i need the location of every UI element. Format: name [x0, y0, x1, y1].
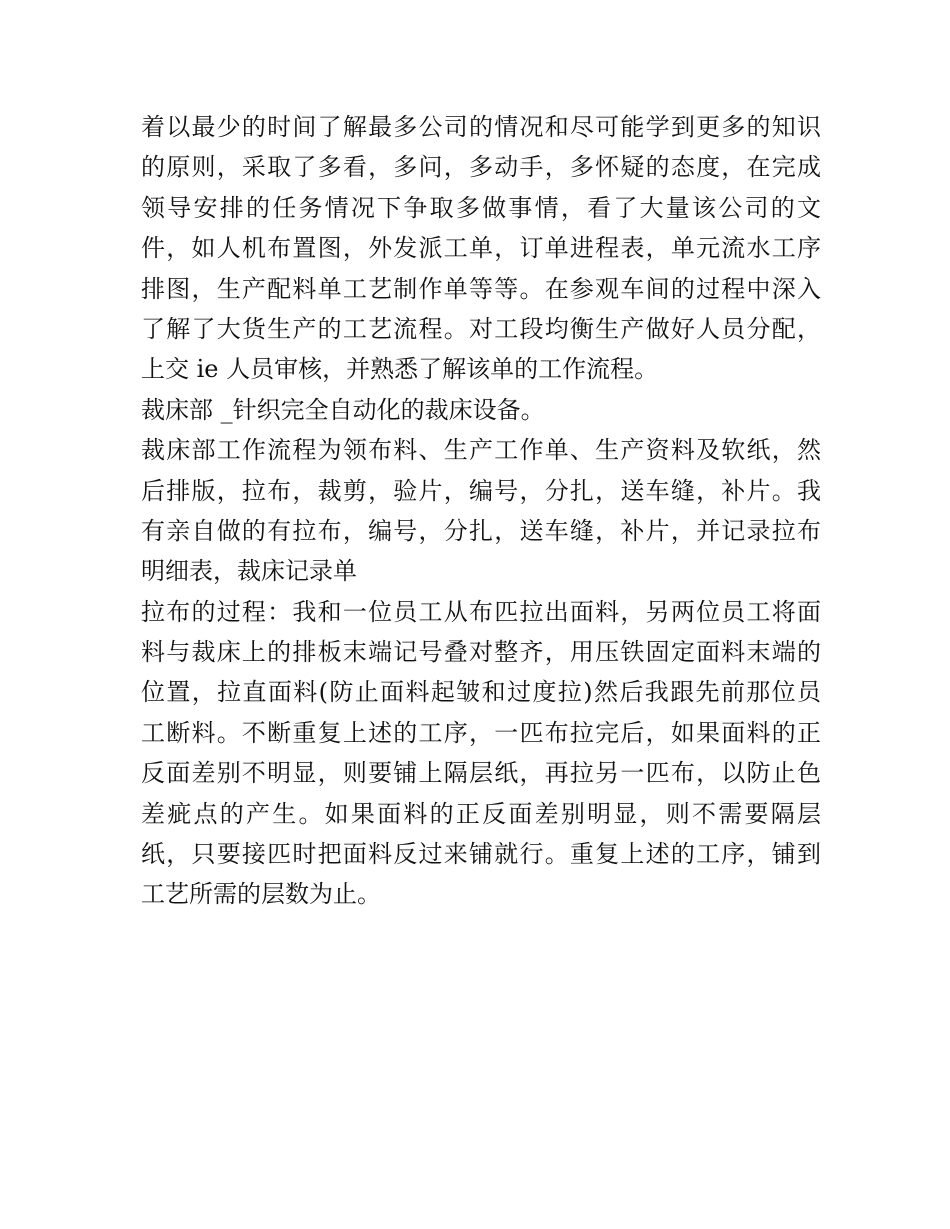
text-line: 工艺所需的层数为止。 — [141, 880, 381, 909]
text-line: 反面差别不明显，则要铺上隔层纸，再拉另一匹布，以防止色 — [141, 759, 821, 788]
text-line: 的原则，采取了多看，多问，多动手，多怀疑的态度，在完成 — [141, 153, 821, 182]
text-line: 着以最少的时间了解最多公司的情况和尽可能学到更多的知识 — [141, 113, 821, 141]
body-text — [141, 107, 821, 915]
text-line: 裁床部工作流程为领布料、生产工作单、生产资料及软纸，然 — [141, 436, 821, 465]
text-line: 料与裁床上的排板末端记号叠对整齐，用压铁固定面料末端的 — [141, 638, 821, 667]
text-line: 领导安排的任务情况下争取多做事情，看了大量该公司的文 — [141, 193, 821, 222]
text-line: 裁床部 _针织完全自动化的裁床设备。 — [141, 395, 545, 424]
text-line: 后排版，拉布，裁剪，验片，编号，分扎，送车缝，补片。我 — [141, 476, 821, 505]
text-line: 明细表，裁床记录单 — [141, 557, 357, 586]
text-line: 件，如人机布置图，外发派工单，订单进程表，单元流水工序 — [141, 234, 821, 263]
text-line: 排图，生产配料单工艺制作单等等。在参观车间的过程中深入 — [141, 274, 821, 303]
text-line: 了解了大货生产的工艺流程。对工段均衡生产做好人员分配， — [141, 314, 821, 343]
text-line: 有亲自做的有拉布，编号，分扎，送车缝，补片，并记录拉布 — [141, 516, 821, 545]
text-line: 纸，只要接匹时把面料反过来铺就行。重复上述的工序，铺到 — [141, 840, 821, 869]
text-line: 差疵点的产生。如果面料的正反面差别明显，则不需要隔层 — [141, 799, 821, 828]
text-line: 工断料。不断重复上述的工序，一匹布拉完后，如果面料的正 — [141, 718, 821, 747]
text-line: 拉布的过程：我和一位员工从布匹拉出面料，另两位员工将面 — [141, 597, 821, 626]
text-line: 上交 ie 人员审核，并熟悉了解该单的工作流程。 — [141, 355, 659, 384]
text-line: 位置，拉直面料(防止面料起皱和过度拉)然后我跟先前那位员 — [141, 678, 821, 707]
